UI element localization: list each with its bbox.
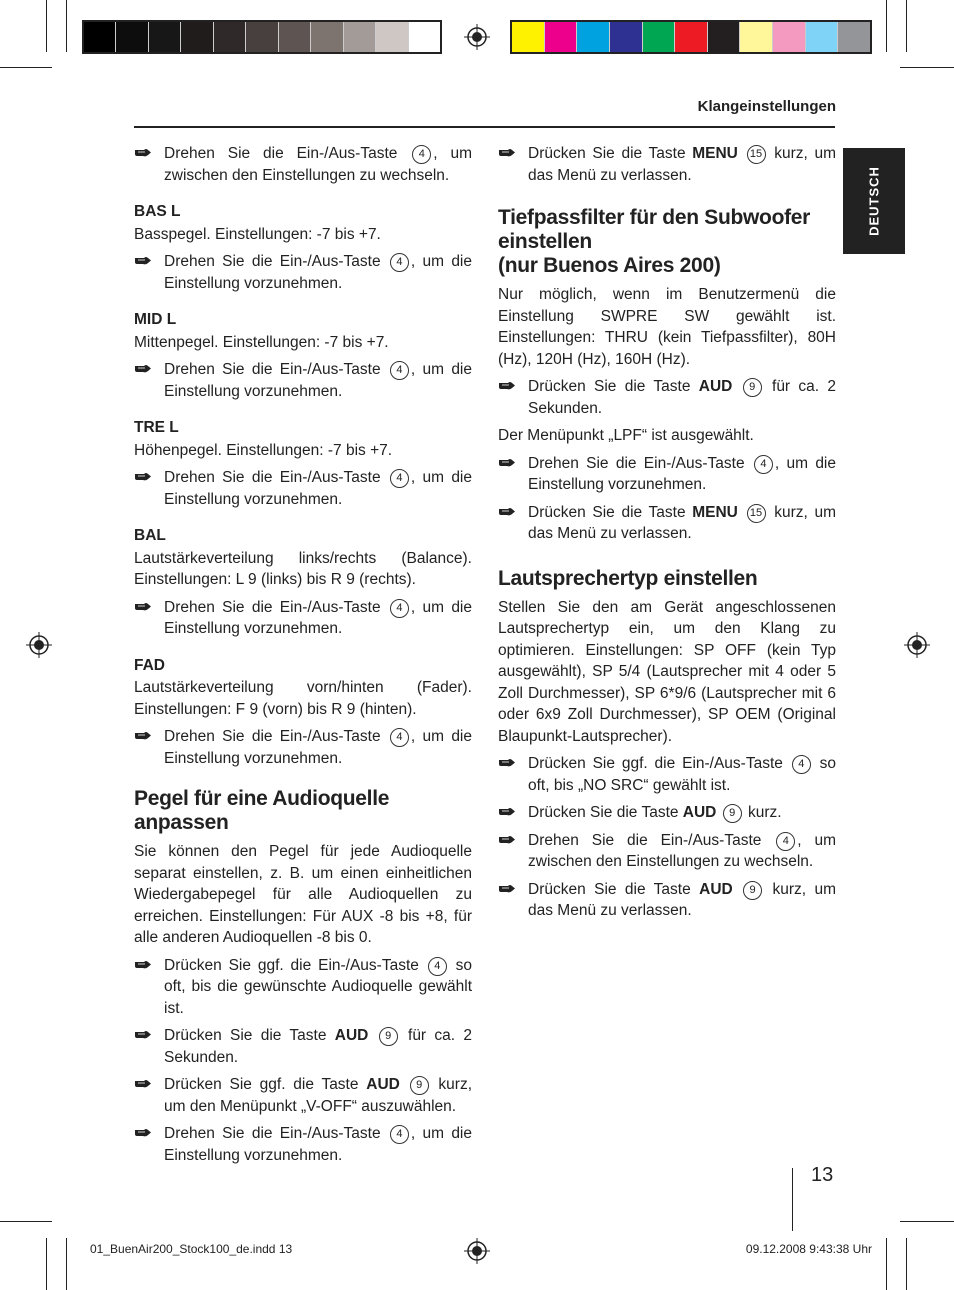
key-number-badge: 9 — [379, 1027, 398, 1046]
registration-mark-icon — [26, 632, 52, 658]
instruction-item: Drücken Sie die Taste AUD 9 kurz, um das Menü zu verlassen. — [498, 879, 836, 922]
gray-swatch — [344, 22, 376, 52]
gray-swatch — [279, 22, 311, 52]
gray-swatch — [214, 22, 246, 52]
section-heading-pegel: Pegel für eine Audioquelle anpassen — [134, 787, 390, 834]
instruction-item: Drehen Sie die Ein-/Aus-Taste 4 , um die Einstellung vorzunehmen. — [134, 1123, 472, 1166]
key-number-badge: 9 — [743, 378, 762, 397]
color-swatch — [838, 22, 870, 52]
pointing-hand-icon — [134, 1028, 152, 1042]
gray-swatch — [116, 22, 148, 52]
section-subheading-tiefpass: (nur Buenos Aires 200) — [498, 254, 721, 277]
setting-description: Basspegel. Einstellungen: -7 bis +7. — [134, 225, 381, 243]
key-label: AUD — [698, 378, 733, 395]
pointing-hand-icon — [134, 470, 152, 484]
crop-mark — [46, 1238, 47, 1290]
color-swatch — [806, 22, 839, 52]
color-swatch — [708, 22, 741, 52]
crop-mark — [46, 0, 47, 52]
setting-description: Lautstärkeverteilung vorn/hinten (Fader). Einstellungen: F 9 (vorn) bis R 9 (hinten). — [134, 679, 472, 718]
key-number-badge: 4 — [390, 469, 409, 488]
section-description: Sie können den Pegel für jede Audioquelle separat einstellen, z. B. um einen einheitlichen Wiedergabepegel für alle Audioquellen zu erreichen. Einstellungen: Für AUX -8 bis +8, für alle anderen Audioquellen -8 bis 0. — [134, 843, 472, 946]
instruction-item: Drehen Sie die Ein-/Aus-Taste 4 , um die Einstellung vorzunehmen. — [498, 453, 836, 496]
crop-mark — [66, 0, 67, 52]
setting-description: Mittenpegel. Einstellungen: -7 bis +7. — [134, 333, 389, 351]
key-label: AUD — [366, 1076, 400, 1093]
color-swatch — [577, 22, 610, 52]
setting-title-fad: FAD — [134, 656, 165, 674]
pointing-hand-icon — [134, 1077, 152, 1091]
instruction-item: Drehen Sie die Ein-/Aus-Taste 4 , um die Einstellung vorzunehmen. — [134, 467, 472, 510]
registration-mark-icon — [464, 1238, 490, 1264]
instruction-item: Drehen Sie die Ein-/Aus-Taste 4 , um zwischen den Einstellungen zu wechseln. — [498, 830, 836, 873]
key-number-badge: 4 — [390, 1125, 409, 1144]
setting-description: Lautstärkeverteilung links/rechts (Balance). Einstellungen: L 9 (links) bis R 9 (rechts). — [134, 549, 472, 588]
gray-swatch — [376, 22, 408, 52]
pointing-hand-icon — [498, 379, 516, 393]
key-number-badge: 9 — [410, 1076, 429, 1095]
header-rule — [134, 126, 835, 128]
pointing-hand-icon — [134, 600, 152, 614]
language-tab — [843, 148, 905, 254]
pointing-hand-icon — [498, 882, 516, 896]
crop-mark — [900, 67, 954, 68]
instruction-item: Drücken Sie die Taste MENU 15 kurz, um das Menü zu verlassen. — [498, 143, 836, 186]
setting-title-bas: BAS L — [134, 203, 181, 220]
key-number-badge: 15 — [747, 145, 766, 164]
key-label: AUD — [334, 1027, 369, 1044]
pointing-hand-icon — [498, 456, 516, 470]
key-label: AUD — [682, 804, 717, 821]
crop-mark — [906, 1238, 907, 1290]
instruction-item: Drücken Sie die Taste AUD 9 für ca. 2 Sekunden. — [134, 1025, 472, 1068]
pointing-hand-icon — [134, 254, 152, 268]
instruction-item: Drehen Sie die Ein-/Aus-Taste 4 , um die Einstellung vorzunehmen. — [134, 359, 472, 402]
color-swatch — [773, 22, 806, 52]
gray-swatch — [246, 22, 278, 52]
key-number-badge: 4 — [390, 728, 409, 747]
instruction-item: Drehen Sie die Ein-/Aus-Taste 4 , um die Einstellung vorzunehmen. — [134, 726, 472, 769]
instruction-item: Drehen Sie die Ein-/Aus-Taste 4 , um zwischen den Einstellungen zu wechseln. — [134, 143, 472, 186]
instruction-item: Drücken Sie ggf. die Ein-/Aus-Taste 4 so oft, bis „NO SRC“ gewählt ist. — [498, 753, 836, 796]
section-description: Stellen Sie den am Gerät angeschlossenen Lautsprechertyp ein, um den Klang zu optimieren. Einstellungen: SP OFF (kein Typ ausgewählt), SP 5/4 (Lautsprecher mit 4 oder 5 Zoll Durchmesser), SP 6*9/6 (Lautsprecher mit 6 oder 6x9 Zoll Durchmesser), SP OEM (Original Blaupunkt-Lautsprecher). — [498, 598, 836, 745]
section-heading-lautsprecher: Lautsprechertyp einstellen — [498, 566, 758, 590]
note-text: Der Menüpunkt „LPF“ ist ausgewählt. — [498, 427, 754, 444]
instruction-item: Drücken Sie die Taste MENU 15 kurz, um das Menü zu verlassen. — [498, 502, 836, 545]
crop-mark — [0, 67, 52, 68]
right-column — [498, 143, 836, 928]
gray-swatch — [149, 22, 181, 52]
setting-title-tre: TRE L — [134, 419, 179, 436]
gray-swatch — [181, 22, 213, 52]
pointing-hand-icon — [498, 756, 516, 770]
crop-mark — [900, 1221, 954, 1222]
registration-mark-icon — [904, 632, 930, 658]
key-number-badge: 4 — [390, 599, 409, 618]
pointing-hand-icon — [498, 833, 516, 847]
pointing-hand-icon — [498, 805, 516, 819]
instruction-item: Drehen Sie die Ein-/Aus-Taste 4 , um die Einstellung vorzunehmen. — [134, 251, 472, 294]
key-number-badge: 4 — [412, 145, 431, 164]
gray-swatch — [84, 22, 116, 52]
color-swatch — [643, 22, 676, 52]
instruction-item: Drücken Sie die Taste AUD 9 für ca. 2 Sekunden. — [498, 376, 836, 419]
color-swatch — [545, 22, 578, 52]
key-number-badge: 4 — [776, 832, 795, 851]
color-swatch — [675, 22, 708, 52]
key-number-badge: 9 — [723, 804, 742, 823]
running-header: Klangeinstellungen — [697, 98, 836, 115]
instruction-item: Drücken Sie ggf. die Ein-/Aus-Taste 4 so oft, bis die gewünschte Audioquelle gewählt ist. — [134, 955, 472, 1020]
crop-mark — [886, 1238, 887, 1290]
color-swatch — [512, 22, 545, 52]
color-swatch — [740, 22, 773, 52]
crop-mark — [886, 0, 887, 52]
crop-mark — [906, 0, 907, 52]
pointing-hand-icon — [498, 146, 516, 160]
key-number-badge: 9 — [743, 881, 762, 900]
key-number-badge: 4 — [390, 361, 409, 380]
registration-mark-icon — [464, 24, 490, 50]
pointing-hand-icon — [134, 146, 152, 160]
section-description: Nur möglich, wenn im Benutzermenü die Einstellung SWPRE SW gewählt ist. Einstellungen: THRU (kein Tiefpassfilter), 80H (Hz), 120H (Hz), 160H (Hz). — [498, 286, 836, 368]
file-slug: 01_BuenAir200_Stock100_de.indd 13 — [90, 1242, 293, 1256]
pointing-hand-icon — [134, 958, 152, 972]
key-label: MENU — [692, 503, 738, 521]
pointing-hand-icon — [134, 729, 152, 743]
key-number-badge: 4 — [754, 455, 773, 474]
gray-swatch — [409, 22, 440, 52]
color-swatch — [610, 22, 643, 52]
crop-mark — [0, 1221, 52, 1222]
setting-title-mid: MID L — [134, 311, 177, 328]
setting-description: Höhenpegel. Einstellungen: -7 bis +7. — [134, 441, 393, 459]
pointing-hand-icon — [498, 505, 516, 519]
key-number-badge: 4 — [428, 957, 447, 976]
pointing-hand-icon — [134, 1126, 152, 1140]
key-number-badge: 15 — [747, 504, 766, 523]
language-tab-label: DEUTSCH — [866, 166, 882, 236]
instruction-item: Drücken Sie ggf. die Taste AUD 9 kurz, um den Menüpunkt „V-OFF“ auszuwählen. — [134, 1074, 472, 1117]
key-label: AUD — [699, 880, 733, 898]
left-column — [134, 143, 472, 1172]
crop-mark — [66, 1238, 67, 1290]
page-number-rule — [792, 1168, 793, 1231]
date-slug: 09.12.2008 9:43:38 Uhr — [745, 1242, 872, 1256]
section-heading-tiefpass: Tiefpassfilter für den Subwoofer einstellen — [498, 206, 811, 253]
key-label: MENU — [692, 145, 738, 162]
instruction-item: Drehen Sie die Ein-/Aus-Taste 4 , um die Einstellung vorzunehmen. — [134, 597, 472, 640]
color-calibration-bar — [510, 20, 872, 54]
setting-title-bal: BAL — [134, 527, 166, 544]
page-number: 13 — [811, 1164, 834, 1186]
key-number-badge: 4 — [390, 253, 409, 272]
instruction-item: Drücken Sie die Taste AUD 9 kurz. — [498, 802, 836, 824]
pointing-hand-icon — [134, 362, 152, 376]
gray-swatch — [311, 22, 343, 52]
gray-scale-bar — [82, 20, 442, 54]
key-number-badge: 4 — [792, 755, 811, 774]
